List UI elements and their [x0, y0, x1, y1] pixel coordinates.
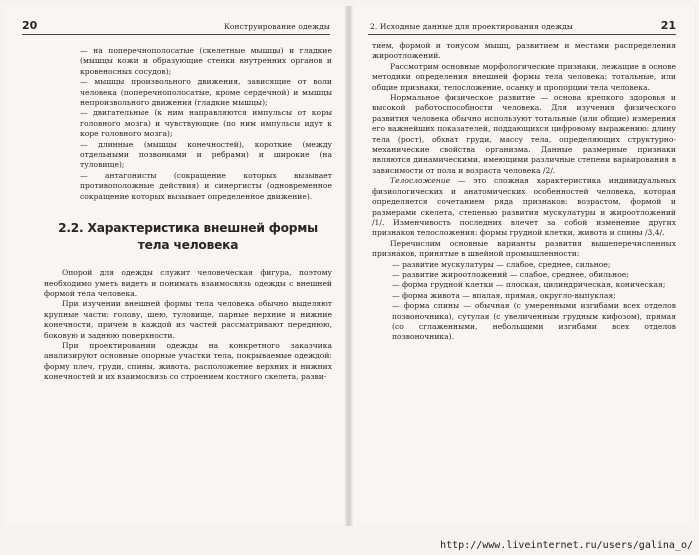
list-item: — форма грудной клетки — плоская, цилиндрическая, коническая; — [392, 280, 666, 290]
paragraph: Перечислим основные варианты развития вышеперечисленных признаков, принятые в швейной промышленности: — [372, 238, 676, 259]
paragraph: Нормальное физическое развитие — основа крепкого здоровья и высокой работоспособности человека. Для изучения физического развития человека обычно используют тотальные (или общие) измерения его важнейших показателей, поддающихся цифровому выражению: длину тела (рост), обхват груди, массу тела, определяющих структурно-механические свойства организма. Данные размерные признаки являются динамическими, имеющими различные степени варьирования в зависимости от пола и возраста человека /2/. — [372, 93, 676, 175]
right-page-body — [372, 41, 676, 343]
page-number: 21 — [660, 19, 676, 32]
paragraph: Опорой для одежды служит человеческая фигура, поэтому необходимо уметь видеть и понимать взаимосвязь одежды с внешней формой тела человека. — [44, 268, 332, 298]
list-item: — развитие мускулатуры — слабое, среднее, сильное; — [392, 259, 611, 269]
paragraph: тием, формой и тонусом мышц, развитием и местами распределения жироотложений. — [372, 41, 676, 61]
list-item: — мышцы произвольного движения, зависящие от воли человека (поперечнополосатые, кроме сердечной) и мышцы непроизвольного движения (гладкие мышцы); — [80, 77, 332, 108]
term-italic: Телосложение — [390, 176, 451, 186]
list-item: — антагонисты (сокращение которых вызывает противоположные действия) и синергисты (одновременное сокращение которых вызывает определенное движение). — [80, 170, 332, 201]
list-item: — форма живота — впалая, прямая, округло-выпуклая; — [392, 290, 616, 300]
list-item: — длинные (мышцы конечностей), короткие (между отдельными позвонками и ребрами) и широкие (на туловище); — [80, 139, 332, 170]
right-page — [350, 6, 694, 526]
book-spread — [4, 6, 694, 526]
paragraph: Телосложение — это сложная характеристика индивидуальных физиологических и анатомических особенностей человека, которая определяется сочетанием ряда признаков: возрастом, формой и размерами скелета, степенью развития мускулатуры и жироотложений /1/. Изменчивость последних влечет за собой изменение других признаков телосложения: формы грудной клетки, живота и спины /3,4/. — [372, 176, 676, 238]
running-title: Конструирование одежды — [224, 22, 330, 31]
right-page-header — [368, 20, 676, 35]
paragraph: При изучении внешней формы тела человека обычно выделяют крупные части: голову, шею, туловище, парные верхние и нижние конечности, причем в каждой из частей рассматривают переднюю, боковую и заднюю поверхности. — [44, 299, 332, 340]
source-url: http://www.liveinternet.ru/users/galina_o/ — [440, 540, 693, 551]
paragraph: При проектировании одежды на конкретного заказчика анализируют основные опорные участки тела, покрываемые одеждой: форму плеч, груди, спины, живота, расположение верхних и нижних конечностей и их взаимосвязь со строением костного скелета, разви- — [44, 340, 332, 382]
left-page-header — [22, 20, 330, 35]
paragraph: Рассмотрим основные морфологические признаки, лежащие в основе методики определения внешней формы тела человека: тотальные, или общие признаки, телосложение, осанку и пропорции тела человека. — [372, 61, 676, 92]
running-title: 2. Исходные данные для проектирования одежды — [370, 22, 573, 31]
page-number: 20 — [22, 19, 38, 32]
section-heading: 2.2. Характеристика внешней формы тела человека — [58, 221, 318, 253]
list-item: — развитие жироотложений — слабое, среднее, обильное; — [392, 269, 629, 279]
left-page-body — [44, 46, 332, 383]
list-item: — двигательные (к ним направляются импульсы от коры головного мозга) и чувствующие (по ним импульсы идут к коре головного мозга); — [80, 108, 332, 139]
list-item: — на поперечнополосатые (скелетные мышцы) и гладкие (мышцы кожи и образующие стенки внутренних органов и кровеносных сосудов); — [80, 46, 332, 76]
left-page — [4, 6, 348, 526]
list-item: — форма спины — обычная (с умеренными изгибами всех отделов позвоночника), сутулая (с увеличенным грудным кифозом), прямая (со сглаженными, небольшими изгибами всех отделов позвоночника). — [392, 301, 676, 342]
